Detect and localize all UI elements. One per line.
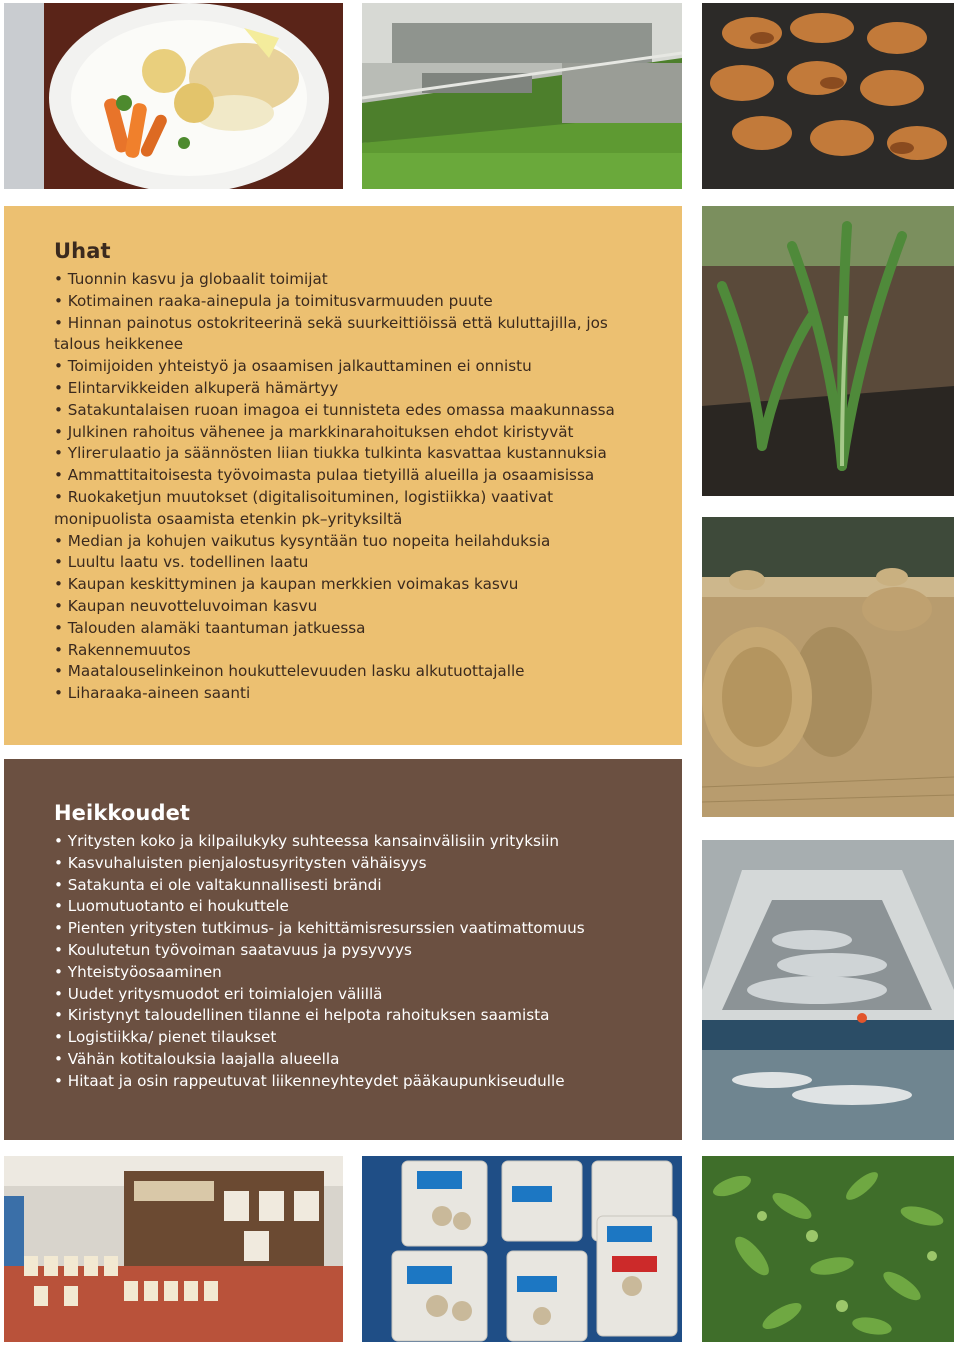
photo-market-stall [4, 1156, 343, 1342]
weaknesses-section [4, 759, 682, 1140]
list-item: • Satakuntalaisen ruoan imagoa ei tunnisteta edes omassa maakunnassa [54, 400, 632, 422]
photo-leek-plants [702, 206, 954, 496]
list-item: • Satakunta ei ole valtakunnallisesti brändi [54, 875, 632, 897]
list-item: • Elintarvikkeiden alkuperä hämärtyy [54, 378, 632, 400]
list-item: • Yritysten koko ja kilpailukyky suhteessa kansainvälisiin yrityksiin [54, 831, 632, 853]
photo-pea-processing-line [362, 3, 682, 189]
list-item: • Kasvuhaluisten pienjalostusyritysten vähäisyys [54, 853, 632, 875]
list-item: • Kaupan neuvotteluvoiman kasvu [54, 596, 632, 618]
list-item: • Julkinen rahoitus vähenee ja markkinarahoituksen ehdot kiristyvät [54, 422, 632, 444]
list-item: • Toimijoiden yhteistyö ja osaamisen jalkauttaminen ei onnistu [54, 356, 632, 378]
list-item: • Luomutuotanto ei houkuttele [54, 896, 632, 918]
list-item: • Yhteistyöosaaminen [54, 962, 632, 984]
threats-title: Uhat [54, 239, 111, 263]
photo-grilled-chicken [702, 3, 954, 189]
photo-hay-bales-field [702, 517, 954, 817]
list-item: • Ruokaketjun muutokset (digitalisoituminen, logistiikka) vaativat monipuolista osaamista etenkin pk–yrityksiltä [54, 487, 632, 531]
photo-pea-pods-field [702, 1156, 954, 1342]
list-item: • Logistiikka/ pienet tilaukset [54, 1027, 632, 1049]
list-item: • Pienten yritysten tutkimus- ja kehittämisresurssien vaatimattomuus [54, 918, 632, 940]
photo-fish-in-net [702, 840, 954, 1140]
list-item: • Luultu laatu vs. todellinen laatu [54, 552, 632, 574]
list-item: • Uudet yritysmuodot eri toimialojen välillä [54, 984, 632, 1006]
list-item: • Tuonnin kasvu ja globaalit toimijat [54, 269, 632, 291]
list-item: • Rakennemuutos [54, 640, 632, 662]
list-item: • Hinnan painotus ostokriteerinä sekä suurkeittiöissä että kuluttajilla, jos talous heikkenee [54, 313, 632, 357]
list-item: • Kotimainen raaka-ainepula ja toimitusvarmuuden puute [54, 291, 632, 313]
list-item: • Hitaat ja osin rappeutuvat liikenneyhteydet pääkaupunkiseudulle [54, 1071, 632, 1093]
list-item: • Liharaaka-aineen saanti [54, 683, 632, 705]
threats-section [4, 206, 682, 745]
weaknesses-list [54, 831, 632, 1093]
weaknesses-title: Heikkoudet [54, 801, 191, 825]
photo-fish-dinner-plate [4, 3, 343, 189]
threats-list [54, 269, 632, 705]
list-item: • Kiristynyt taloudellinen tilanne ei helpota rahoituksen saamista [54, 1005, 632, 1027]
list-item: • Vähän kotitalouksia laajalla alueella [54, 1049, 632, 1071]
list-item: • Maatalouselinkeinon houkuttelevuuden lasku alkutuottajalle [54, 661, 632, 683]
list-item: • Talouden alamäki taantuman jatkuessa [54, 618, 632, 640]
list-item: • Koulutetun työvoiman saatavuus ja pysyvyys [54, 940, 632, 962]
list-item: • Ammattitaitoisesta työvoimasta pulaa tietyillä alueilla ja osaamisissa [54, 465, 632, 487]
list-item: • Ylirегulaatio ja säännösten liian tiukka tulkinta kasvattaa kustannuksia [54, 443, 632, 465]
list-item: • Kaupan keskittyminen ja kaupan merkkien voimakas kasvu [54, 574, 632, 596]
photo-mushroom-packages [362, 1156, 682, 1342]
list-item: • Median ja kohujen vaikutus kysyntään tuo nopeita heilahduksia [54, 531, 632, 553]
